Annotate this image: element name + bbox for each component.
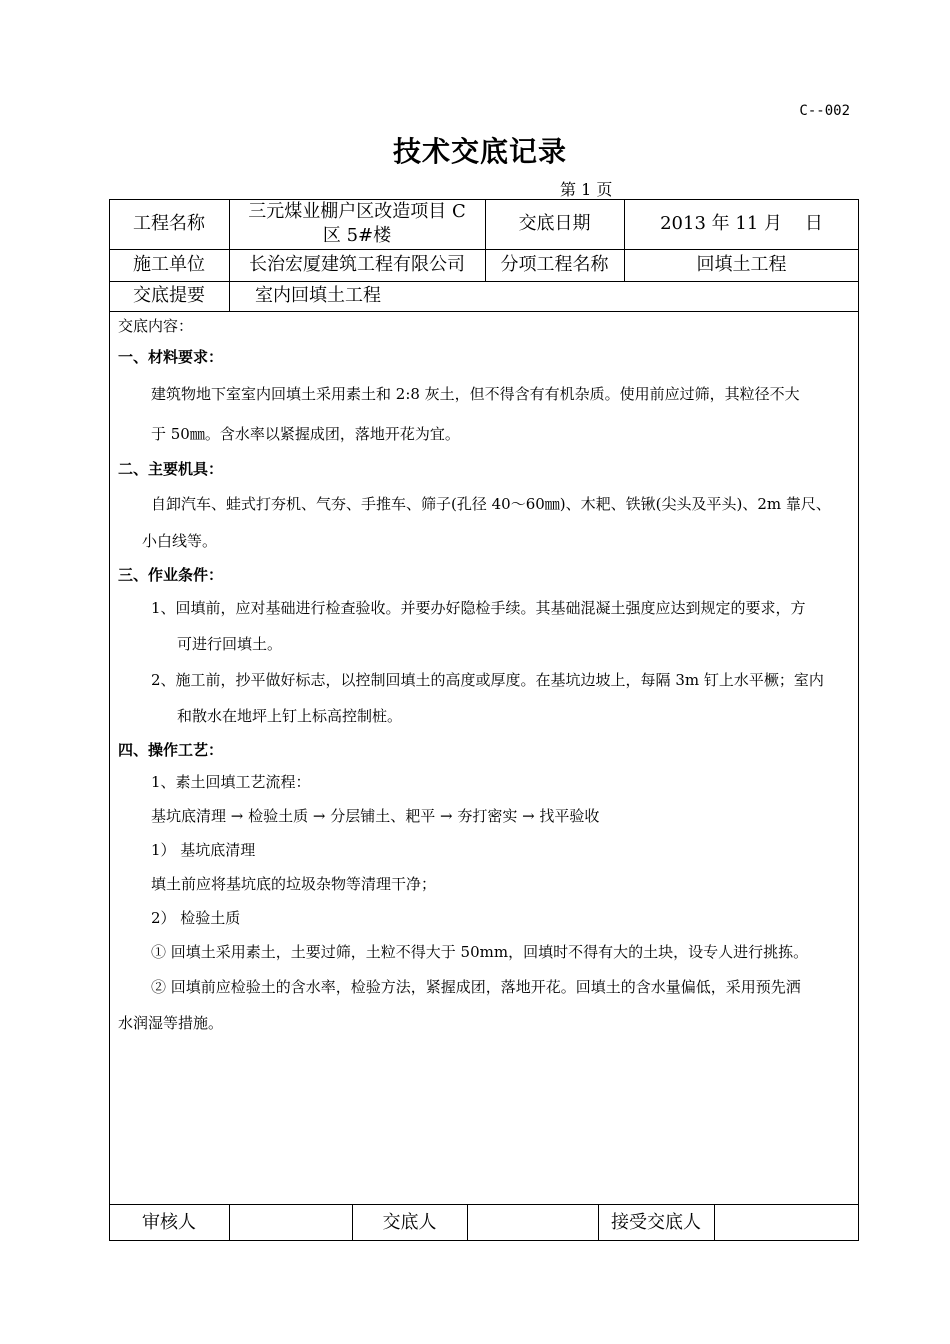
paragraph: 建筑物地下室室内回填土采用素土和 2:8 灰土，但不得含有有机杂质。使用前应过筛，其粒径不大 bbox=[151, 385, 800, 403]
content-intro: 交底内容： bbox=[118, 317, 194, 335]
paragraph: ① 回填土采用素土，土要过筛，土粒不得大于 50mm，回填时不得有大的土块，设专人进行挑拣。 bbox=[151, 943, 809, 961]
paragraph: 于 50㎜。含水率以紧握成团，落地开花为宜。 bbox=[151, 425, 460, 443]
summary-label: 交底提要 bbox=[133, 285, 205, 306]
receiver-signature-field[interactable] bbox=[714, 1204, 859, 1241]
project-name-line: 三元煤业棚户区改造项目 C bbox=[248, 201, 466, 222]
paragraph: 2、施工前，抄平做好标志，以控制回填土的高度或厚度。在基坑边坡上，每隔 3m 钉上水平橛；室内 bbox=[151, 671, 824, 689]
section-heading: 一、材料要求： bbox=[118, 348, 224, 366]
paragraph: 2） 检验土质 bbox=[151, 909, 241, 927]
contractor-value: 长治宏厦建筑工程有限公司 bbox=[249, 254, 465, 275]
contractor-label: 施工单位 bbox=[133, 254, 205, 275]
subproject-value: 回填土工程 bbox=[696, 254, 787, 275]
page-number: 第 1 页 bbox=[560, 180, 613, 199]
document-code: C--002 bbox=[799, 103, 850, 119]
paragraph: ② 回填前应检验土的含水率，检验方法，紧握成团，落地开花。回填土的含水量偏低，采用预先洒 bbox=[151, 978, 801, 996]
date-value: 2013 年 11 月 日 bbox=[660, 213, 823, 234]
paragraph: 1、回填前，应对基础进行检查验收。并要办好隐检手续。其基础混凝土强度应达到规定的要求，方 bbox=[151, 599, 806, 617]
discloser-label: 交底人 bbox=[382, 1211, 437, 1233]
process-flow: 基坑底清理 → 检验土质 → 分层铺土、耙平 → 夯打密实 → 找平验收 bbox=[151, 807, 600, 825]
paragraph: 小白线等。 bbox=[142, 532, 218, 550]
reviewer-label: 审核人 bbox=[142, 1211, 196, 1233]
paragraph: 1、素土回填工艺流程： bbox=[151, 773, 311, 791]
project-name-value bbox=[229, 199, 485, 249]
date-label: 交底日期 bbox=[518, 213, 591, 234]
document-title: 技术交底记录 bbox=[392, 135, 567, 168]
paragraph: 和散水在地坪上钉上标高控制桩。 bbox=[177, 707, 403, 725]
paragraph: 1） 基坑底清理 bbox=[151, 841, 256, 859]
section-heading: 四、操作工艺： bbox=[118, 741, 224, 759]
paragraph: 可进行回填土。 bbox=[177, 635, 283, 653]
section-heading: 二、主要机具： bbox=[118, 460, 224, 478]
discloser-signature-field[interactable] bbox=[467, 1204, 598, 1241]
subproject-label: 分项工程名称 bbox=[500, 254, 609, 275]
project-name-line: 区 5#楼 bbox=[322, 225, 392, 246]
reviewer-signature-field[interactable] bbox=[229, 1204, 352, 1241]
disclosure-content bbox=[118, 312, 853, 1041]
section-heading: 三、作业条件： bbox=[118, 566, 224, 584]
paragraph: 水润湿等措施。 bbox=[118, 1014, 224, 1032]
paragraph: 填土前应将基坑底的垃圾杂物等清理干净； bbox=[151, 875, 437, 893]
project-name-label: 工程名称 bbox=[133, 213, 205, 234]
paragraph: 自卸汽车、蛙式打夯机、气夯、手推车、筛子(孔径 40～60㎜)、木耙、铁锹(尖头及平头)、2m 靠尺、 bbox=[151, 495, 831, 513]
summary-value: 室内回填土工程 bbox=[255, 285, 381, 306]
receiver-label: 接受交底人 bbox=[611, 1211, 701, 1233]
